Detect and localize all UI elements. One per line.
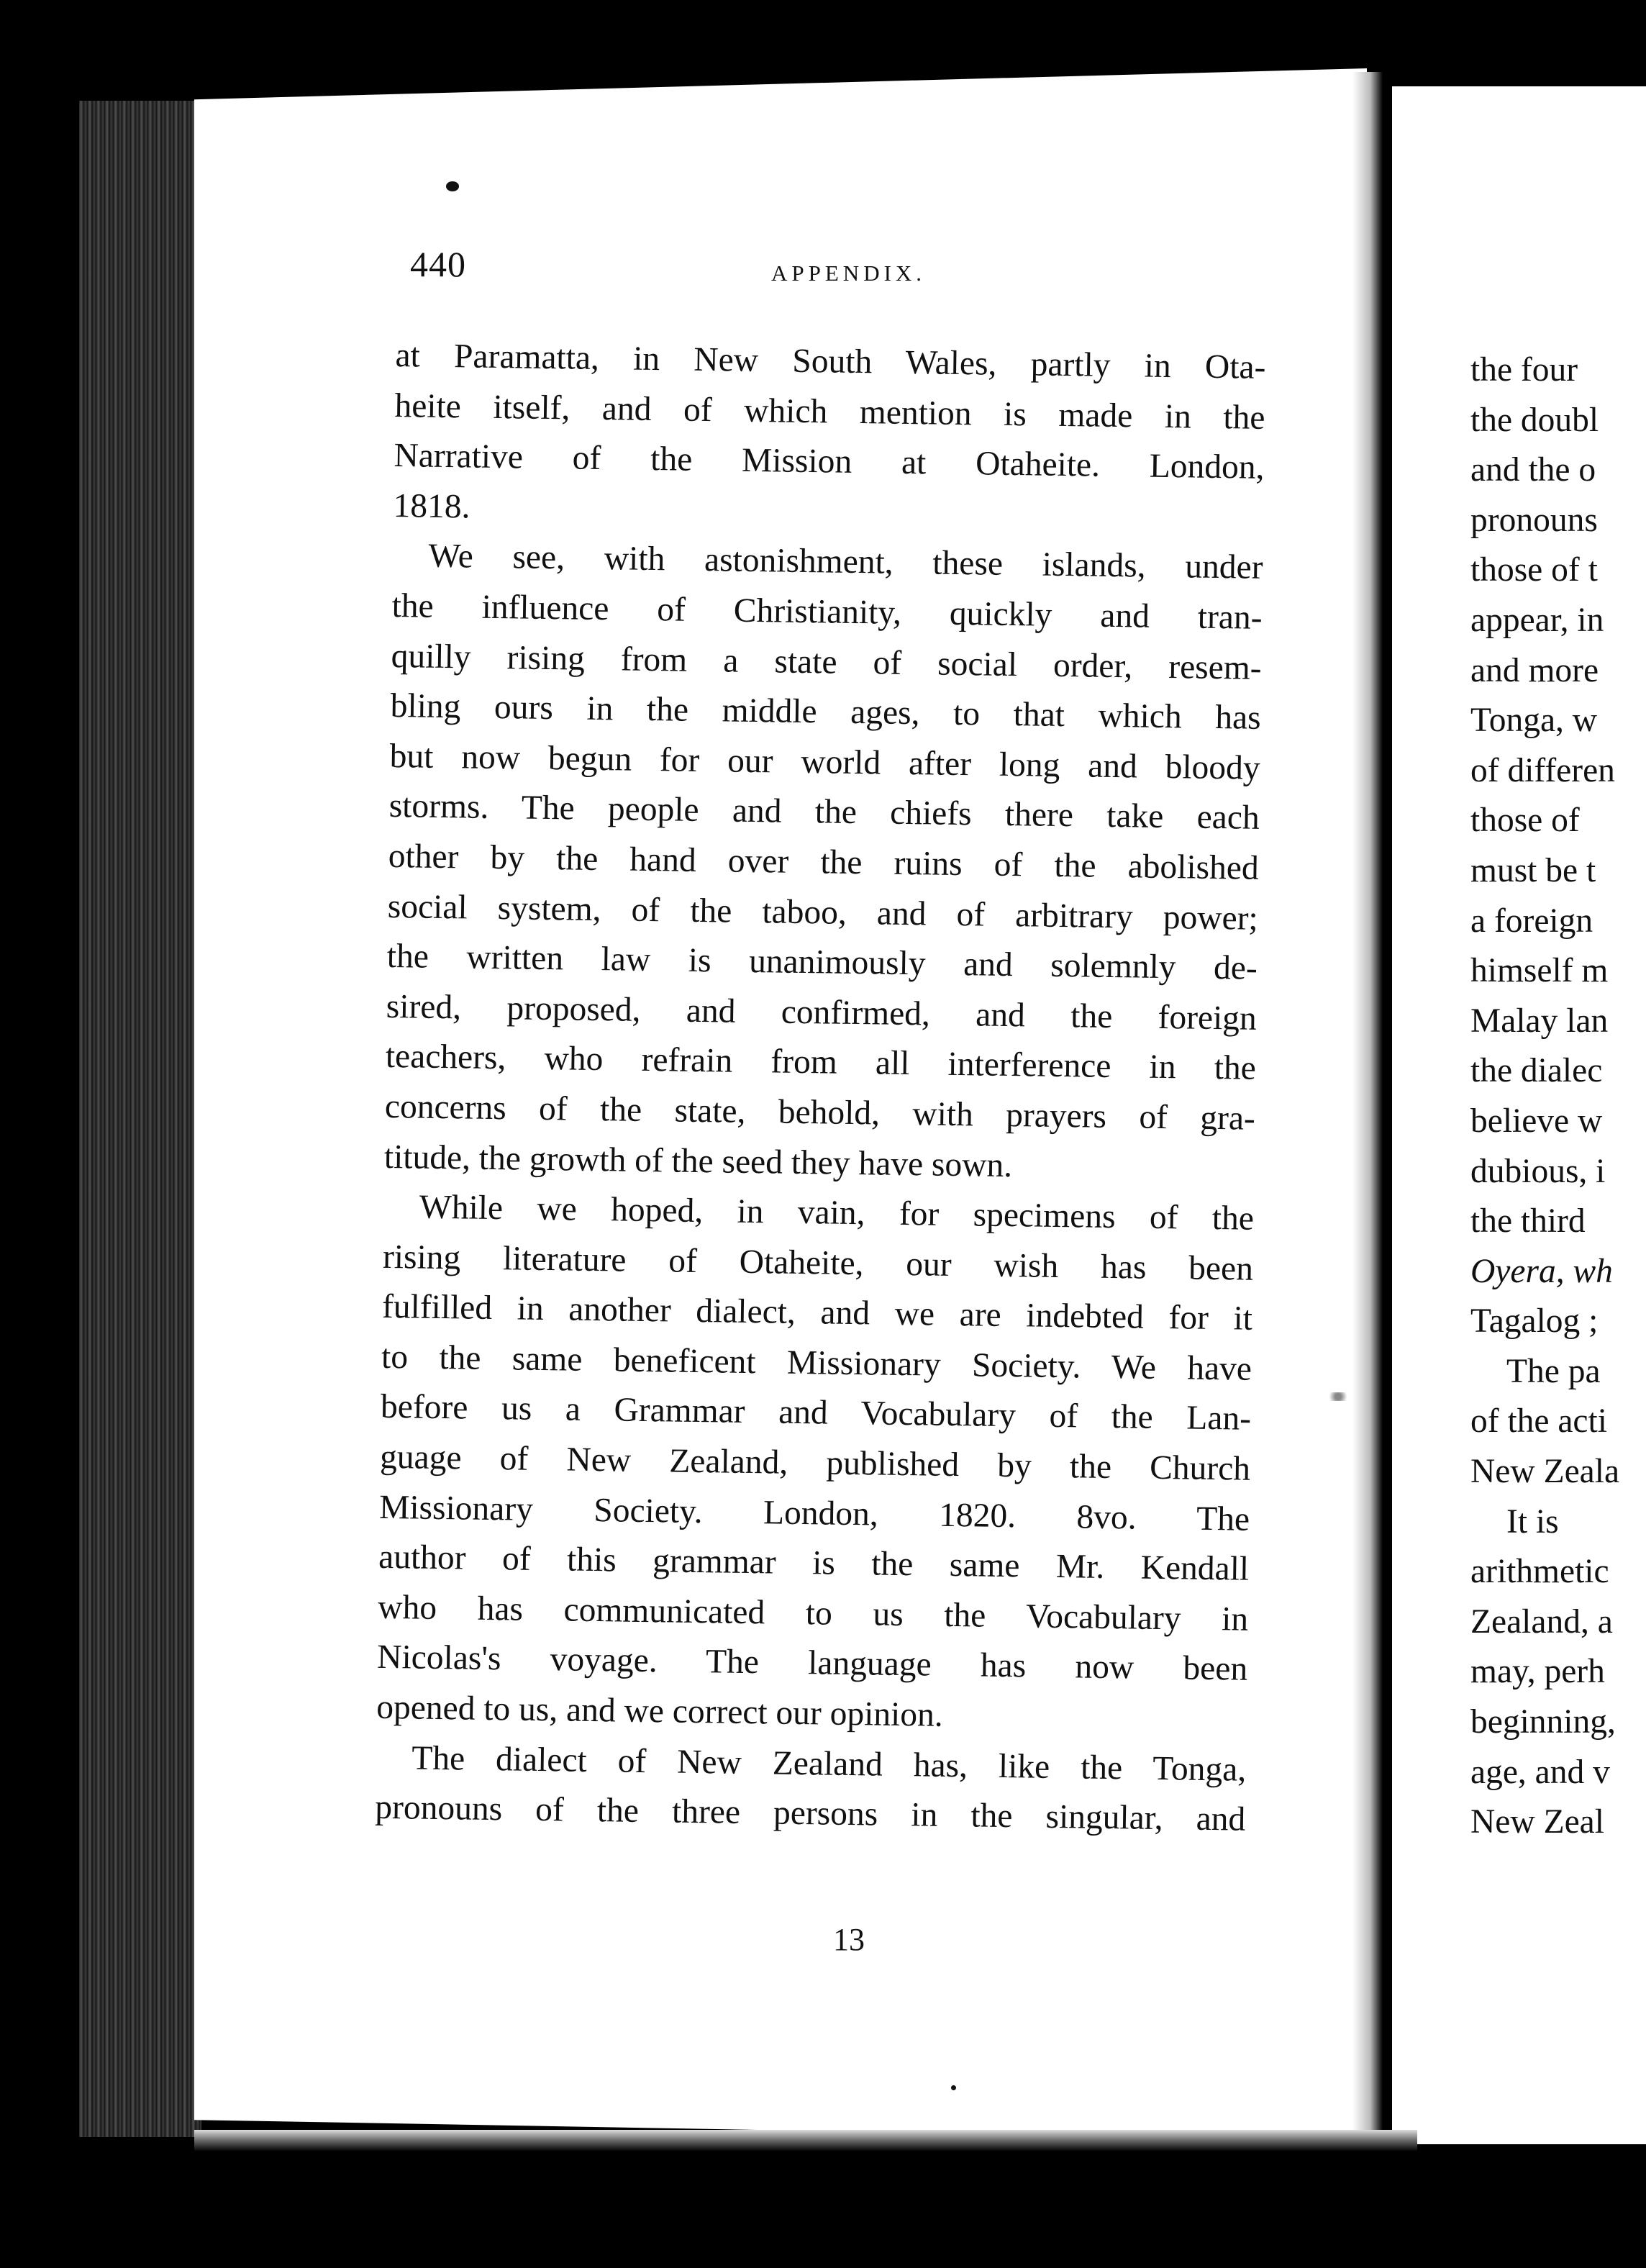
margin-speck [1324,1392,1352,1401]
ink-blot [446,181,459,191]
text-line: rising literature of Otaheite, our wish has been [382,1238,1254,1288]
text-line: It is [1506,1502,1559,1541]
text-line: sired, proposed, and confirmed, and the foreign [386,987,1258,1038]
text-line: quilly rising from a state of social order, resem- [391,637,1262,687]
text-line: age, and v [1470,1753,1610,1791]
text-line: and more [1470,651,1599,689]
text-line: New Zeal [1470,1803,1604,1841]
text-line: but now begun for our world after long and bloody [389,737,1260,787]
text-line: arithmetic [1470,1553,1609,1591]
text-line: titude, the growth of the seed they have sown. [383,1138,1013,1184]
text-line: dubious, i [1470,1152,1606,1190]
text-line: appear, in [1470,601,1604,639]
text-line: heite itself, and of which mention is made in the [394,386,1265,437]
ink-speck [951,2085,956,2090]
text-line: The dialect of New Zealand has, like the Tonga, [411,1739,1247,1789]
running-head: APPENDIX. [771,260,927,286]
text-line: author of this grammar is the same Mr. Kendall [378,1538,1250,1588]
text-line: concerns of the state, behold, with prayers of gra- [384,1087,1256,1138]
text-line: other by the hand over the ruins of the abolished [388,837,1260,887]
text-line: believe w [1470,1102,1603,1140]
text-line: must be t [1470,851,1596,889]
text-line: of differen [1470,751,1615,789]
text-line: Narrative of the Mission at Otaheite. London, [394,437,1265,487]
left-page-text [375,331,1266,1846]
text-line: Nicolas's voyage. The language has now been [376,1638,1248,1689]
book-page-edges [79,101,201,2137]
text-line: a foreign [1470,902,1593,940]
text-line: We see, with astonishment, these islands, under [428,537,1263,587]
text-line: beginning, [1470,1703,1616,1741]
text-line: and the o [1470,451,1596,489]
text-line: Tagalog ; [1470,1302,1599,1341]
text-line: the doubl [1470,401,1599,439]
text-line: himself m [1470,952,1609,990]
text-line: opened to us, and we correct our opinion. [376,1688,944,1734]
text-line: who has communicated to us the Vocabulary in [377,1588,1249,1638]
text-line: guage of New Zealand, published by the Church [379,1438,1251,1488]
text-line: Tonga, w [1470,702,1598,740]
text-line: the third [1470,1202,1586,1240]
text-line: may, perh [1470,1653,1605,1691]
text-line: the influence of Christianity, quickly and tran- [391,586,1263,637]
text-line: While we hoped, in vain, for specimens of the [419,1188,1255,1238]
text-line: to the same beneficent Missionary Society. We have [381,1338,1252,1388]
text-line: before us a Grammar and Vocabulary of the Lan- [380,1388,1252,1438]
text-line: those of t [1470,551,1598,589]
text-line: the written law is unanimously and solemnly de- [386,938,1258,987]
text-line: pronouns of the three persons in the singular, and [374,1789,1246,1838]
text-line: the dialec [1470,1052,1603,1090]
text-line: at Paramatta, in New South Wales, partly in Ota- [395,336,1266,386]
page-bottom-edge [194,2130,1417,2151]
text-line: Oyera, wh [1470,1252,1613,1290]
text-line: storms. The people and the chiefs there take each [388,787,1260,838]
text-line: those of [1470,802,1580,840]
text-line: The pa [1506,1352,1601,1390]
text-line: fulfilled in another dialect, and we are indebted for it [381,1288,1253,1338]
page-number: 440 [410,244,466,284]
text-line: of the acti [1470,1402,1607,1441]
text-line: Malay lan [1470,1002,1609,1040]
right-page-text [1470,345,1646,1848]
text-line: 1818. [393,486,470,526]
text-line: social system, of the taboo, and of arbitrary power; [387,887,1259,938]
text-line: New Zeala [1470,1453,1620,1491]
text-line: the four [1470,351,1578,389]
text-line: teachers, who refrain from all interference in the [385,1038,1257,1088]
text-line: Missionary Society. London, 1820. 8vo. The [378,1488,1250,1538]
text-line: pronouns [1470,501,1598,539]
text-line: Zealand, a [1470,1602,1613,1641]
signature-mark: 13 [833,1922,865,1957]
text-line: bling ours in the middle ages, to that which has [390,687,1261,737]
